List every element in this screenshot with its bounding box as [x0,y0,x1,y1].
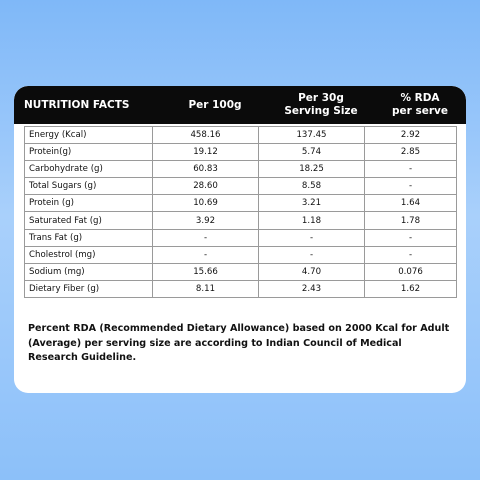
nutrient-value: - [365,229,457,246]
nutrient-value: 15.66 [153,263,259,280]
nutrient-value: 458.16 [153,127,259,144]
nutrient-name: Trans Fat (g) [25,229,153,246]
table-row [25,127,457,144]
nutrient-value: - [153,229,259,246]
nutrient-value: 3.92 [153,212,259,229]
nutrient-value: 8.58 [259,178,365,195]
table-row [25,195,457,212]
nutrient-value: 1.62 [365,280,457,297]
nutrition-table-body [25,127,457,298]
nutrient-value: 19.12 [153,144,259,161]
nutrient-value: 60.83 [153,161,259,178]
header-rda-per-serve: % RDA per serve [392,92,448,117]
nutrient-name: Protein(g) [25,144,153,161]
nutrient-value: 8.11 [153,280,259,297]
table-header [14,86,466,124]
nutrient-value: 4.70 [259,263,365,280]
header-nutrition-facts: NUTRITION FACTS [24,98,130,111]
nutrient-value: - [259,246,365,263]
table-row [25,246,457,263]
nutrient-name: Saturated Fat (g) [25,212,153,229]
nutrient-value: 5.74 [259,144,365,161]
table-row [25,263,457,280]
nutrient-value: 2.92 [365,127,457,144]
nutrient-value: 0.076 [365,263,457,280]
table-row [25,144,457,161]
table-row [25,280,457,297]
nutrient-value: - [153,246,259,263]
nutrient-name: Sodium (mg) [25,263,153,280]
nutrient-value: - [365,246,457,263]
nutrient-value: 1.18 [259,212,365,229]
header-per-30g-serving: Per 30g Serving Size [284,92,358,117]
table-row [25,161,457,178]
nutrient-value: 1.78 [365,212,457,229]
nutrition-table [24,126,457,298]
nutrient-name: Protein (g) [25,195,153,212]
nutrition-facts-card [14,86,466,393]
table-row [25,229,457,246]
nutrient-value: 137.45 [259,127,365,144]
nutrient-value: - [365,161,457,178]
nutrient-value: 18.25 [259,161,365,178]
rda-footnote: Percent RDA (Recommended Dietary Allowance) based on 2000 Kcal for Adult (Average) per serving size are according to Indian Council of Medical Research Guideline. [28,323,450,363]
nutrient-name: Carbohydrate (g) [25,161,153,178]
nutrient-value: 28.60 [153,178,259,195]
nutrient-name: Dietary Fiber (g) [25,280,153,297]
nutrient-name: Energy (Kcal) [25,127,153,144]
table-row [25,178,457,195]
nutrient-value: - [259,229,365,246]
table-row [25,212,457,229]
nutrient-value: 10.69 [153,195,259,212]
nutrient-value: 1.64 [365,195,457,212]
nutrient-name: Cholestrol (mg) [25,246,153,263]
nutrient-value: 3.21 [259,195,365,212]
nutrient-value: 2.85 [365,144,457,161]
header-per-100g: Per 100g [188,98,242,111]
nutrient-name: Total Sugars (g) [25,178,153,195]
nutrient-value: - [365,178,457,195]
nutrient-value: 2.43 [259,280,365,297]
